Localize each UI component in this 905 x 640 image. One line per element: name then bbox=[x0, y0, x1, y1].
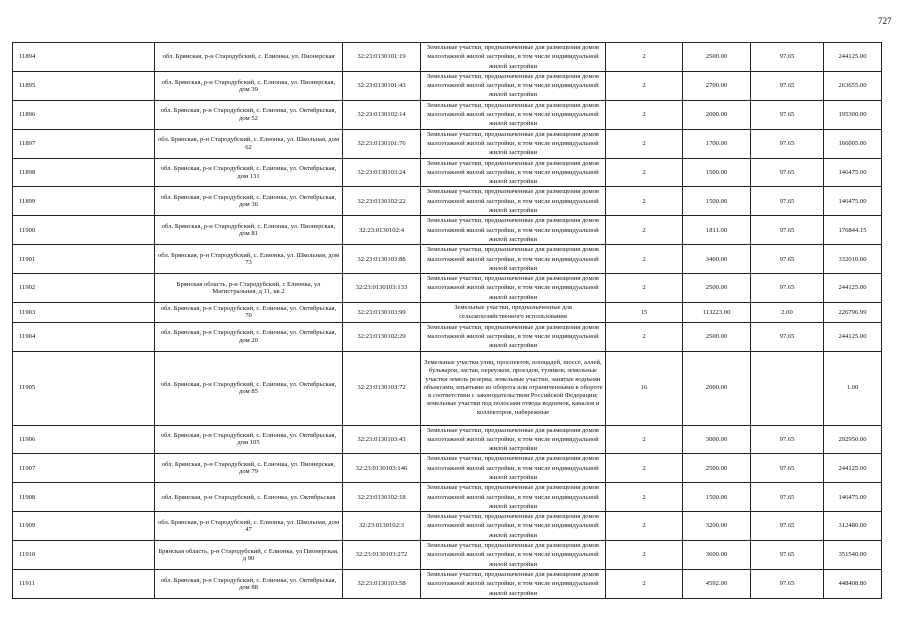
rate-cell: 97.65 bbox=[751, 100, 824, 129]
cadastral-value-cell: 195300.00 bbox=[824, 100, 882, 129]
rate-cell: 97.65 bbox=[751, 425, 824, 454]
cadastral-number-cell: 32:23:0130101:76 bbox=[343, 129, 421, 158]
table-row bbox=[13, 71, 882, 100]
use-code-cell: 2 bbox=[606, 274, 683, 303]
rate-cell: 97.65 bbox=[751, 569, 824, 598]
area-cell: 3600.00 bbox=[683, 541, 751, 570]
use-code-cell: 2 bbox=[606, 43, 683, 72]
table-row bbox=[13, 425, 882, 454]
rate-cell: 2.00 bbox=[751, 303, 824, 323]
row-number: 11911 bbox=[13, 569, 155, 598]
land-use-cell: Земельные участки, предназначенные для размещения домов малоэтажной жилой застройки, в том числе индивидуальной жилой застройки bbox=[421, 483, 606, 512]
land-use-cell: Земельные участки, предназначенные для размещения домов малоэтажной жилой застройки, в том числе индивидуальной жилой застройки bbox=[421, 71, 606, 100]
cadastral-number-cell: 32:23:0130103:72 bbox=[343, 351, 421, 425]
cadastral-number-cell: 32:23:0130103:43 bbox=[343, 425, 421, 454]
address-cell: обл. Брянская, р-н Стародубский, с. Елионка, ул. Школьная, дом 73 bbox=[155, 245, 343, 274]
address-cell: обл. Брянская, р-н Стародубский, с. Елионка, ул. Октябрьская, дом 85 bbox=[155, 351, 343, 425]
row-number: 11903 bbox=[13, 303, 155, 323]
land-use-cell: Земельные участки, предназначенные для размещения домов малоэтажной жилой застройки, в том числе индивидуальной жилой застройки bbox=[421, 129, 606, 158]
table-row bbox=[13, 216, 882, 245]
land-use-cell: Земельные участки, предназначенные для размещения домов малоэтажной жилой застройки, в том числе индивидуальной жилой застройки bbox=[421, 245, 606, 274]
cadastral-value-cell: 448408.80 bbox=[824, 569, 882, 598]
land-use-cell: Земельные участки, предназначенные для размещения домов малоэтажной жилой застройки, в том числе индивидуальной жилой застройки bbox=[421, 425, 606, 454]
rate-cell: 97.65 bbox=[751, 158, 824, 187]
rate-cell: 97.65 bbox=[751, 541, 824, 570]
land-use-cell: Земельные участки, предназначенные для размещения домов малоэтажной жилой застройки, в том числе индивидуальной жилой застройки bbox=[421, 100, 606, 129]
table-row bbox=[13, 158, 882, 187]
area-cell: 4592.00 bbox=[683, 569, 751, 598]
cadastral-value-table bbox=[12, 42, 882, 599]
table-row bbox=[13, 483, 882, 512]
land-use-cell: Земельные участки, предназначенные для размещения домов малоэтажной жилой застройки, в том числе индивидуальной жилой застройки bbox=[421, 216, 606, 245]
table-row bbox=[13, 454, 882, 483]
cadastral-value-cell: 1.00 bbox=[824, 351, 882, 425]
address-cell: обл. Брянская, р-н Стародубский, с. Елионка, ул. Школьная, дом 62 bbox=[155, 129, 343, 158]
row-number: 11896 bbox=[13, 100, 155, 129]
address-cell: обл. Брянская, р-н Стародубский, с. Елионка, ул. Октябрьская, дом 88 bbox=[155, 569, 343, 598]
address-cell: Брянская область, р-н Стародубский, с Елионка, ул Магистральная, д 11, кв 2 bbox=[155, 274, 343, 303]
cadastral-number-cell: 32:23:0130101:43 bbox=[343, 71, 421, 100]
land-use-cell: Земельные участки улиц, проспектов, площадей, шоссе, аллей, бульваров, застав, переулков, проездов, тупиков; земельные участки земель резерва; земельные участки, занятые водными объектами, изъятыми из оборота или ограниченными в обороте в соответствии с законодательством Российской Федерации; земельные участки под полосами отвода водоемов, каналов и коллекторов, набережные bbox=[421, 351, 606, 425]
land-use-cell: Земельные участки, предназначенные для сельскохозяйственного использования bbox=[421, 303, 606, 323]
row-number: 11902 bbox=[13, 274, 155, 303]
cadastral-number-cell: 32:23:0130102:4 bbox=[343, 216, 421, 245]
row-number: 11908 bbox=[13, 483, 155, 512]
row-number: 11897 bbox=[13, 129, 155, 158]
land-use-cell: Земельные участки, предназначенные для размещения домов малоэтажной жилой застройки, в том числе индивидуальной жилой застройки bbox=[421, 187, 606, 216]
use-code-cell: 2 bbox=[606, 100, 683, 129]
address-cell: обл. Брянская, р-н Стародубский, с. Елионка, ул. Октябрьская, дом 105 bbox=[155, 425, 343, 454]
address-cell: обл. Брянская, р-н Стародубский, с. Елионка, ул. Пионерская, дом 81 bbox=[155, 216, 343, 245]
land-use-cell: Земельные участки, предназначенные для размещения домов малоэтажной жилой застройки, в том числе индивидуальной жилой застройки bbox=[421, 541, 606, 570]
address-cell: обл. Брянская, р-н Стародубский, с. Елионка, ул. Октябрьская bbox=[155, 483, 343, 512]
cadastral-number-cell: 32:23:0130103:133 bbox=[343, 274, 421, 303]
cadastral-value-cell: 292950.00 bbox=[824, 425, 882, 454]
area-cell: 2500.00 bbox=[683, 274, 751, 303]
area-cell: 3200.00 bbox=[683, 512, 751, 541]
land-use-cell: Земельные участки, предназначенные для размещения домов малоэтажной жилой застройки, в том числе индивидуальной жилой застройки bbox=[421, 454, 606, 483]
rate-cell: 97.65 bbox=[751, 43, 824, 72]
cadastral-number-cell: 32:23:0130103:272 bbox=[343, 541, 421, 570]
cadastral-value-cell: 176844.15 bbox=[824, 216, 882, 245]
table-row bbox=[13, 43, 882, 72]
rate-cell: 97.65 bbox=[751, 322, 824, 351]
cadastral-number-cell: 32:23:0130102:22 bbox=[343, 187, 421, 216]
cadastral-number-cell: 32:23:0130102:14 bbox=[343, 100, 421, 129]
use-code-cell: 2 bbox=[606, 158, 683, 187]
area-cell: 2500.00 bbox=[683, 322, 751, 351]
area-cell: 3400.00 bbox=[683, 245, 751, 274]
use-code-cell: 2 bbox=[606, 483, 683, 512]
address-cell: обл. Брянская, р-н Стародубский, с. Елионка, ул. Октябрьская, дом 52 bbox=[155, 100, 343, 129]
area-cell: 1500.00 bbox=[683, 187, 751, 216]
use-code-cell: 16 bbox=[606, 351, 683, 425]
area-cell: 2700.00 bbox=[683, 71, 751, 100]
row-number: 11894 bbox=[13, 43, 155, 72]
area-cell: 2500.00 bbox=[683, 454, 751, 483]
area-cell: 1500.00 bbox=[683, 483, 751, 512]
address-cell: обл. Брянская, р-н Стародубский, с. Елионка, ул. Октябрьская, 70 bbox=[155, 303, 343, 323]
cadastral-number-cell: 32:23:0130103:24 bbox=[343, 158, 421, 187]
land-use-cell: Земельные участки, предназначенные для размещения домов малоэтажной жилой застройки, в том числе индивидуальной жилой застройки bbox=[421, 43, 606, 72]
rate-cell: 97.65 bbox=[751, 483, 824, 512]
row-number: 11909 bbox=[13, 512, 155, 541]
cadastral-number-cell: 32:23:0130103:99 bbox=[343, 303, 421, 323]
cadastral-value-cell: 332010.00 bbox=[824, 245, 882, 274]
row-number: 11910 bbox=[13, 541, 155, 570]
land-use-cell: Земельные участки, предназначенные для размещения домов малоэтажной жилой застройки, в том числе индивидуальной жилой застройки bbox=[421, 274, 606, 303]
use-code-cell: 2 bbox=[606, 129, 683, 158]
table-row bbox=[13, 129, 882, 158]
table-row bbox=[13, 569, 882, 598]
rate-cell: 97.65 bbox=[751, 71, 824, 100]
use-code-cell: 2 bbox=[606, 245, 683, 274]
area-cell: 113223.00 bbox=[683, 303, 751, 323]
cadastral-value-cell: 146475.00 bbox=[824, 483, 882, 512]
rate-cell: 97.65 bbox=[751, 512, 824, 541]
address-cell: обл. Брянская, р-н Стародубский, с. Елионка, ул. Пионерская, дом 39 bbox=[155, 71, 343, 100]
cadastral-value-cell: 244125.00 bbox=[824, 322, 882, 351]
cadastral-number-cell: 32:23:0130103:88 bbox=[343, 245, 421, 274]
table-row bbox=[13, 245, 882, 274]
cadastral-value-cell: 146475.00 bbox=[824, 158, 882, 187]
area-cell: 3000.00 bbox=[683, 425, 751, 454]
row-number: 11906 bbox=[13, 425, 155, 454]
land-use-cell: Земельные участки, предназначенные для размещения домов малоэтажной жилой застройки, в том числе индивидуальной жилой застройки bbox=[421, 569, 606, 598]
area-cell: 2500.00 bbox=[683, 43, 751, 72]
table-row bbox=[13, 274, 882, 303]
row-number: 11900 bbox=[13, 216, 155, 245]
use-code-cell: 2 bbox=[606, 425, 683, 454]
address-cell: обл. Брянская, р-н Стародубский, с. Елионка, ул. Пионерская, дом 79 bbox=[155, 454, 343, 483]
address-cell: обл. Брянская, р-н Стародубский, с. Елионка, ул. Октябрьская, дом 36 bbox=[155, 187, 343, 216]
land-use-cell: Земельные участки, предназначенные для размещения домов малоэтажной жилой застройки, в том числе индивидуальной жилой застройки bbox=[421, 512, 606, 541]
row-number: 11898 bbox=[13, 158, 155, 187]
table-row bbox=[13, 303, 882, 323]
cadastral-value-cell: 244125.00 bbox=[824, 454, 882, 483]
cadastral-number-cell: 32:23:0130101:19 bbox=[343, 43, 421, 72]
row-number: 11907 bbox=[13, 454, 155, 483]
use-code-cell: 2 bbox=[606, 569, 683, 598]
area-cell: 1811.00 bbox=[683, 216, 751, 245]
land-use-cell: Земельные участки, предназначенные для размещения домов малоэтажной жилой застройки, в том числе индивидуальной жилой застройки bbox=[421, 158, 606, 187]
row-number: 11905 bbox=[13, 351, 155, 425]
cadastral-value-cell: 244125.00 bbox=[824, 43, 882, 72]
table-row bbox=[13, 351, 882, 425]
rate-cell: 97.65 bbox=[751, 129, 824, 158]
use-code-cell: 2 bbox=[606, 322, 683, 351]
row-number: 11904 bbox=[13, 322, 155, 351]
address-cell: обл. Брянская, р-н Стародубский, с. Елионка, ул. Октябрьская, дом 131 bbox=[155, 158, 343, 187]
use-code-cell: 2 bbox=[606, 71, 683, 100]
rate-cell: 97.65 bbox=[751, 274, 824, 303]
area-cell: 1500.00 bbox=[683, 158, 751, 187]
cadastral-value-cell: 263655.00 bbox=[824, 71, 882, 100]
address-cell: обл. Брянская, р-н Стародубский, с. Елионка, ул. Октябрьская, дом 20 bbox=[155, 322, 343, 351]
rate-cell: 97.65 bbox=[751, 187, 824, 216]
cadastral-value-cell: 244125.00 bbox=[824, 274, 882, 303]
rate-cell: 97.65 bbox=[751, 216, 824, 245]
use-code-cell: 15 bbox=[606, 303, 683, 323]
cadastral-number-cell: 32:23:0130103:146 bbox=[343, 454, 421, 483]
row-number: 11899 bbox=[13, 187, 155, 216]
use-code-cell: 2 bbox=[606, 454, 683, 483]
cadastral-value-cell: 166005.00 bbox=[824, 129, 882, 158]
cadastral-value-cell: 226796.99 bbox=[824, 303, 882, 323]
address-cell: обл. Брянская, р-н Стародубский, с. Елионка, ул. Школьная, дом 47 bbox=[155, 512, 343, 541]
table-row bbox=[13, 187, 882, 216]
use-code-cell: 2 bbox=[606, 187, 683, 216]
table-row bbox=[13, 100, 882, 129]
area-cell: 2000.00 bbox=[683, 351, 751, 425]
cadastral-number-cell: 32:23:0130102:29 bbox=[343, 322, 421, 351]
rate-cell bbox=[751, 351, 824, 425]
area-cell: 1700.00 bbox=[683, 129, 751, 158]
table-row bbox=[13, 322, 882, 351]
cadastral-value-cell: 146475.00 bbox=[824, 187, 882, 216]
page-number: 727 bbox=[878, 16, 892, 26]
address-cell: обл. Брянская, р-н Стародубский, с. Елионка, ул. Пионерская bbox=[155, 43, 343, 72]
use-code-cell: 2 bbox=[606, 216, 683, 245]
cadastral-value-cell: 312480.00 bbox=[824, 512, 882, 541]
cadastral-number-cell: 32:23:0130102:3 bbox=[343, 512, 421, 541]
row-number: 11901 bbox=[13, 245, 155, 274]
land-use-cell: Земельные участки, предназначенные для размещения домов малоэтажной жилой застройки, в том числе индивидуальной жилой застройки bbox=[421, 322, 606, 351]
table-row bbox=[13, 541, 882, 570]
cadastral-number-cell: 32:23:0130103:58 bbox=[343, 569, 421, 598]
rate-cell: 97.65 bbox=[751, 454, 824, 483]
use-code-cell: 2 bbox=[606, 541, 683, 570]
address-cell: Брянская область, р-н Стародубский, с Елионка, ул Пионерская, д 90 bbox=[155, 541, 343, 570]
row-number: 11895 bbox=[13, 71, 155, 100]
area-cell: 2000.00 bbox=[683, 100, 751, 129]
rate-cell: 97.65 bbox=[751, 245, 824, 274]
cadastral-value-cell: 351540.00 bbox=[824, 541, 882, 570]
use-code-cell: 2 bbox=[606, 512, 683, 541]
cadastral-number-cell: 32:23:0130102:18 bbox=[343, 483, 421, 512]
table-row bbox=[13, 512, 882, 541]
